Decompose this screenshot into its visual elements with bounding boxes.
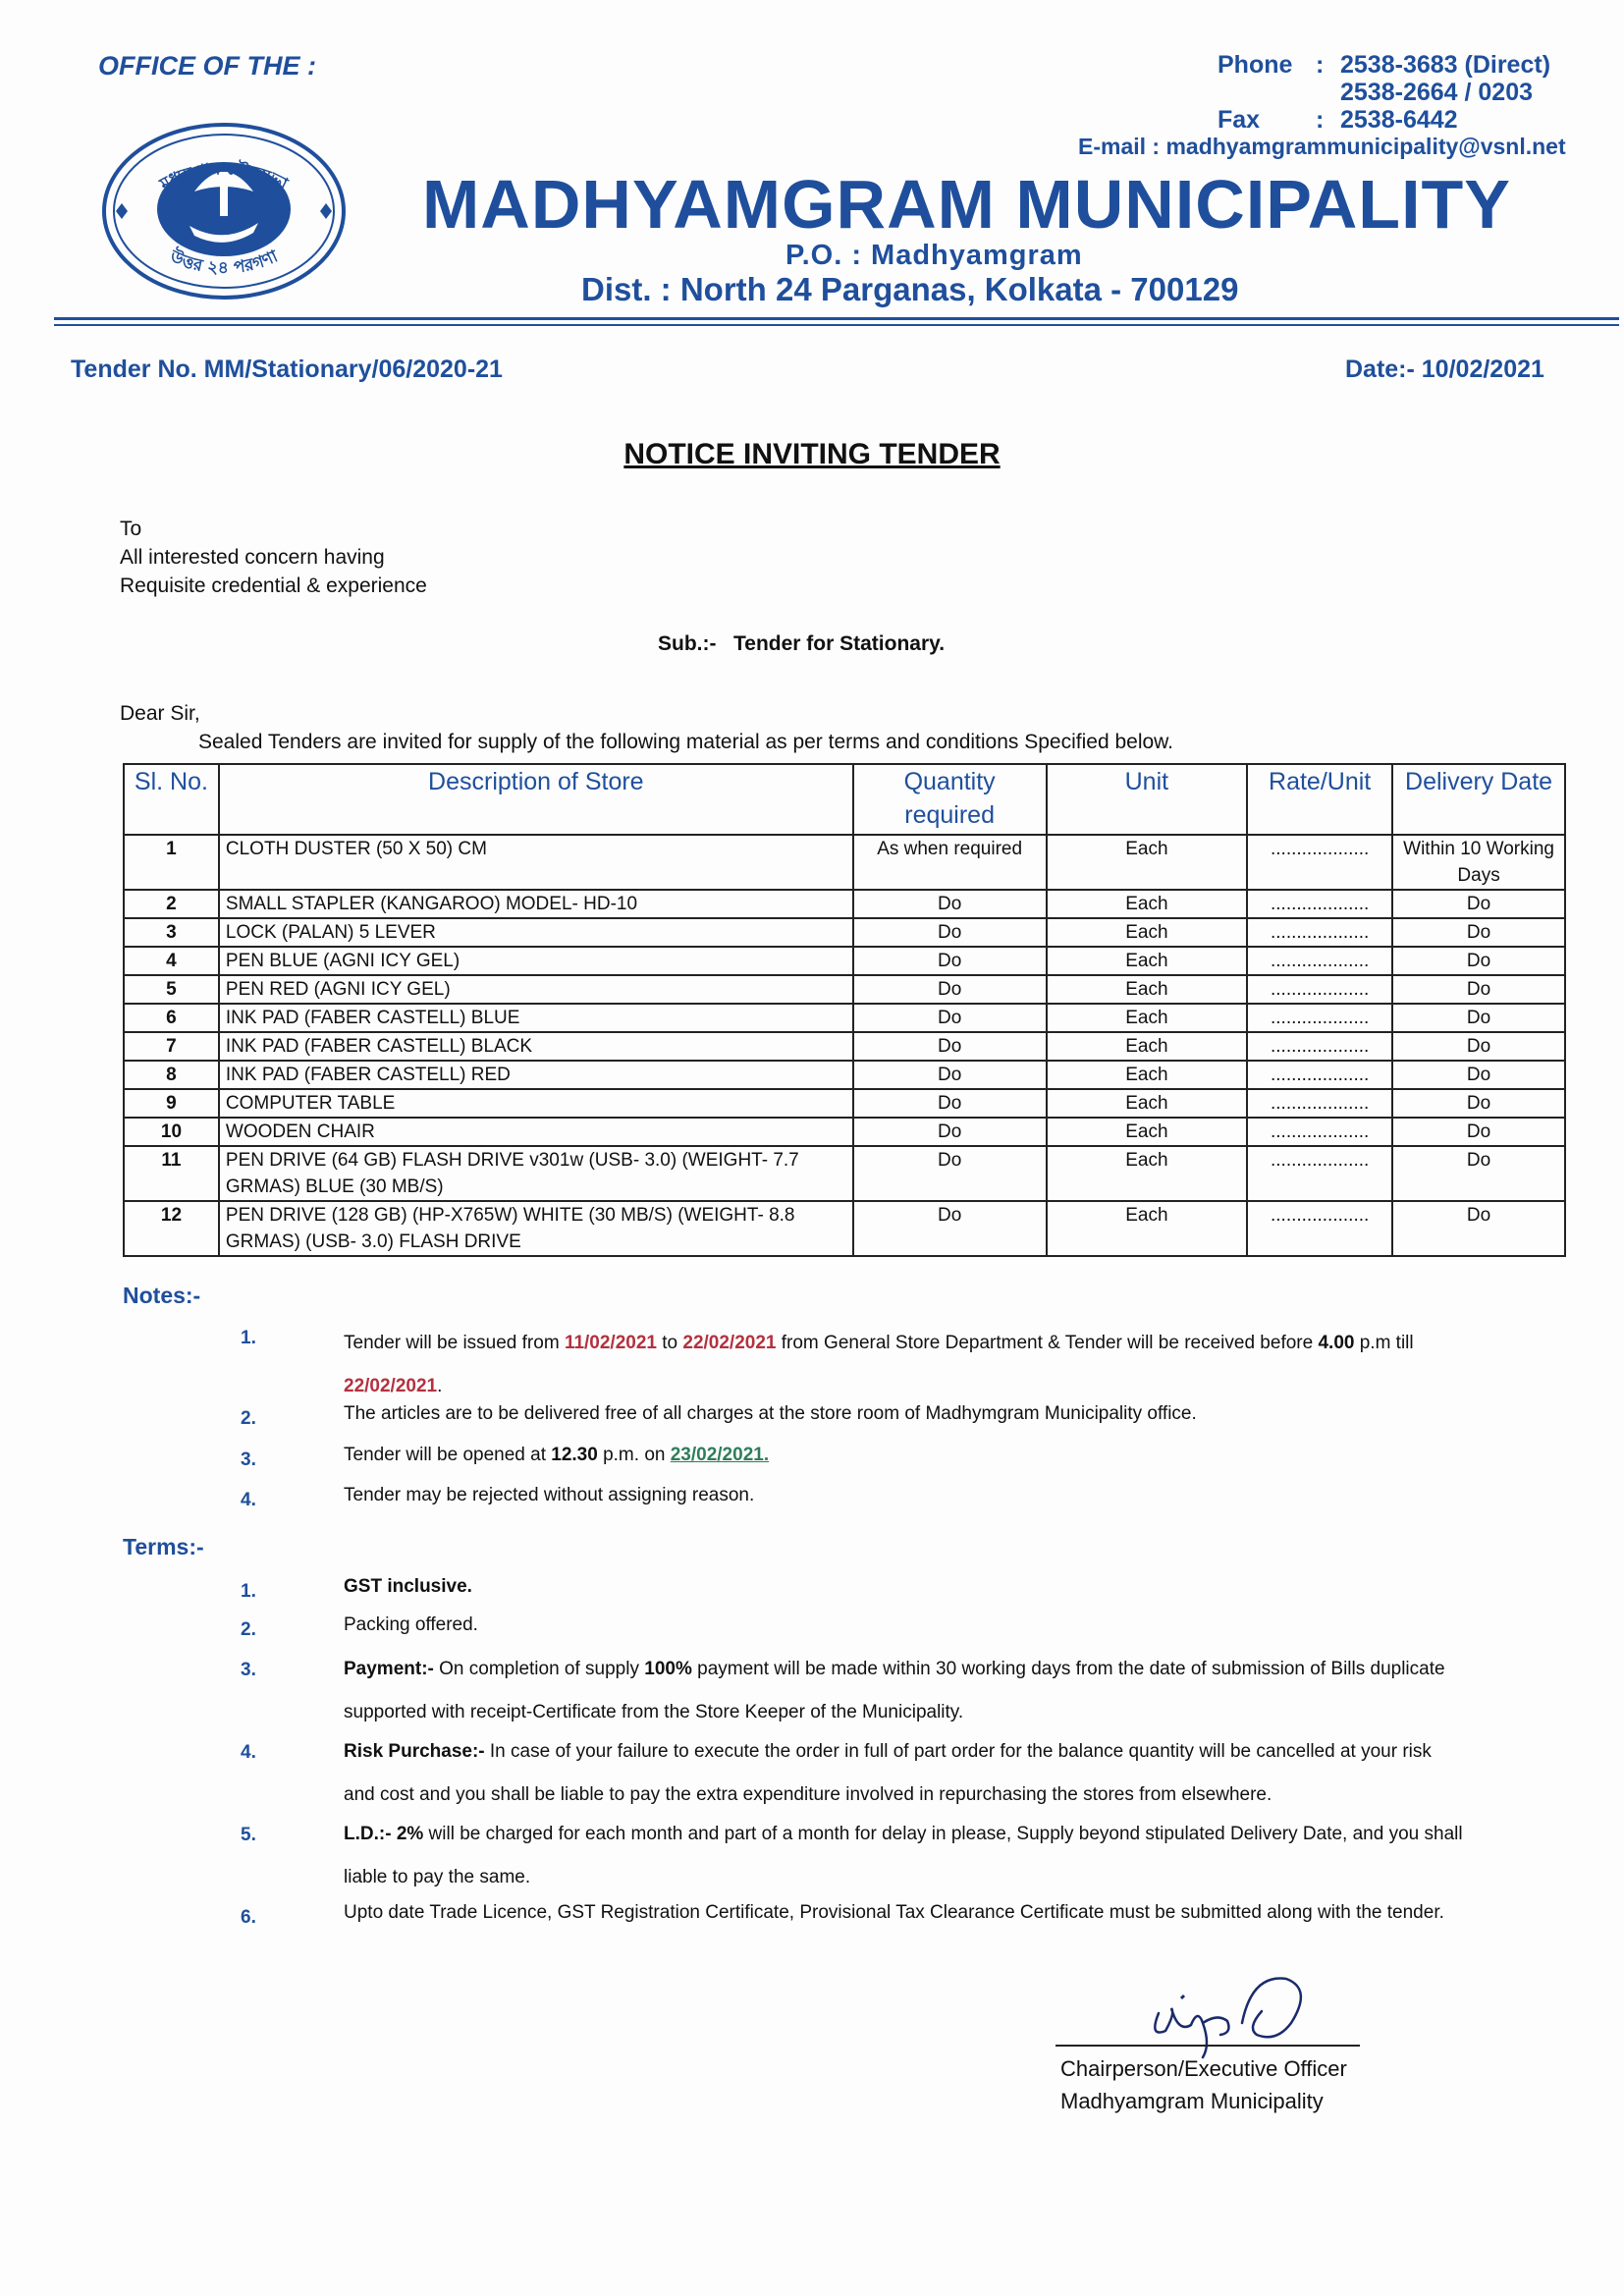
table-row xyxy=(124,890,1565,918)
note-text: to xyxy=(656,1333,683,1353)
table-row xyxy=(124,1032,1565,1061)
cell-sl: 2 xyxy=(124,890,219,918)
term-text: will be charged for each month and part of a month for delay in please, Supply beyond stipulated Delivery Date, and you shall xyxy=(423,1824,1463,1844)
cell-quantity: Do xyxy=(853,1201,1047,1256)
intro-text: Sealed Tenders are invited for supply of the following material as per terms and conditions Specified below. xyxy=(198,731,1174,753)
fax-label: Fax xyxy=(1218,106,1261,134)
note-number: 2. xyxy=(241,1408,256,1429)
term-text: and cost and you shall be liable to pay the extra expenditure involved in repurchasing the stores from elsewhere. xyxy=(344,1784,1272,1805)
note-time: 12.30 xyxy=(551,1445,598,1465)
cell-sl: 7 xyxy=(124,1032,219,1061)
cell-description: LOCK (PALAN) 5 LEVER xyxy=(219,918,853,947)
cell-delivery: Do xyxy=(1392,1146,1565,1201)
cell-quantity: As when required xyxy=(853,835,1047,890)
recipient-block xyxy=(120,515,427,600)
note-text: p.m. on xyxy=(597,1445,671,1465)
cell-description: INK PAD (FABER CASTELL) BLACK xyxy=(219,1032,853,1061)
fax-colon: : xyxy=(1316,106,1325,134)
note-text: Tender will be issued from xyxy=(344,1333,565,1353)
term-number: 6. xyxy=(241,1907,256,1928)
cell-delivery: Do xyxy=(1392,890,1565,918)
cell-rate: ................... xyxy=(1247,918,1392,947)
seal-text-bottom: উত্তর ২৪ পরগণা xyxy=(166,246,282,279)
subject-line xyxy=(658,632,945,656)
note-text: . xyxy=(437,1376,443,1396)
cell-sl: 1 xyxy=(124,835,219,890)
notice-date: Date:- 10/02/2021 xyxy=(1345,355,1544,383)
term-text: supported with receipt-Certificate from the Store Keeper of the Municipality. xyxy=(344,1702,964,1722)
table-row xyxy=(124,975,1565,1004)
table-row xyxy=(124,1089,1565,1118)
cell-unit: Each xyxy=(1047,975,1248,1004)
header-divider xyxy=(54,317,1619,320)
office-label: OFFICE OF THE : xyxy=(98,51,316,81)
cell-quantity: Do xyxy=(853,975,1047,1004)
cell-delivery: Do xyxy=(1392,1201,1565,1256)
cell-rate: ................... xyxy=(1247,1146,1392,1201)
district-address: Dist. : North 24 Parganas, Kolkata - 700129 xyxy=(581,271,1239,307)
table-row xyxy=(124,918,1565,947)
signatory-designation: Chairperson/Executive Officer xyxy=(1060,2056,1347,2081)
cell-delivery: Within 10 Working Days xyxy=(1392,835,1565,890)
cell-unit: Each xyxy=(1047,835,1248,890)
term-number: 3. xyxy=(241,1660,256,1680)
cell-quantity: Do xyxy=(853,1032,1047,1061)
note-number: 3. xyxy=(241,1449,256,1470)
cell-quantity: Do xyxy=(853,1146,1047,1201)
cell-delivery: Do xyxy=(1392,1004,1565,1032)
table-row xyxy=(124,1061,1565,1089)
cell-quantity: Do xyxy=(853,918,1047,947)
cell-unit: Each xyxy=(1047,918,1248,947)
cell-sl: 6 xyxy=(124,1004,219,1032)
term-percent: 100% xyxy=(644,1659,692,1679)
col-header-rate: Rate/Unit xyxy=(1247,764,1392,835)
col-header-unit: Unit xyxy=(1047,764,1248,835)
note-text: p.m till xyxy=(1354,1333,1414,1353)
phone-other: 2538-2664 / 0203 xyxy=(1340,79,1534,106)
cell-quantity: Do xyxy=(853,1061,1047,1089)
fax-number: 2538-6442 xyxy=(1340,106,1458,134)
cell-rate: ................... xyxy=(1247,1118,1392,1146)
cell-unit: Each xyxy=(1047,1201,1248,1256)
cell-description: WOODEN CHAIR xyxy=(219,1118,853,1146)
cell-unit: Each xyxy=(1047,1061,1248,1089)
subject-text: Tender for Stationary. xyxy=(733,632,946,655)
col-header-delivery: Delivery Date xyxy=(1392,764,1565,835)
table-row xyxy=(124,1201,1565,1256)
note-time: 4.00 xyxy=(1318,1333,1355,1353)
cell-description: CLOTH DUSTER (50 X 50) CM xyxy=(219,835,853,890)
table-row xyxy=(124,947,1565,975)
page-title xyxy=(0,438,1624,471)
term-item xyxy=(344,1813,1571,1899)
cell-rate: ................... xyxy=(1247,835,1392,890)
email-label: E-mail : xyxy=(1078,134,1161,159)
term-label: Payment:- xyxy=(344,1659,434,1679)
cell-unit: Each xyxy=(1047,1032,1248,1061)
cell-quantity: Do xyxy=(853,1089,1047,1118)
phone-colon: : xyxy=(1316,51,1325,79)
table-row xyxy=(124,1118,1565,1146)
email-line xyxy=(1078,134,1566,160)
cell-description: INK PAD (FABER CASTELL) RED xyxy=(219,1061,853,1089)
phone-label: Phone xyxy=(1218,51,1293,79)
note-text: Tender will be opened at xyxy=(344,1445,552,1465)
cell-description: COMPUTER TABLE xyxy=(219,1089,853,1118)
subject-label: Sub.:- xyxy=(658,632,717,655)
note-number: 1. xyxy=(241,1328,256,1348)
term-item xyxy=(344,1730,1571,1817)
signatory-organization: Madhyamgram Municipality xyxy=(1060,2089,1324,2113)
note-date: 22/02/2021 xyxy=(682,1333,777,1353)
cell-rate: ................... xyxy=(1247,890,1392,918)
cell-rate: ................... xyxy=(1247,1004,1392,1032)
cell-rate: ................... xyxy=(1247,947,1392,975)
table-header-row xyxy=(124,764,1565,835)
salutation-block xyxy=(120,699,1173,756)
note-date: 11/02/2021 xyxy=(564,1333,657,1353)
note-number: 4. xyxy=(241,1490,256,1510)
items-table xyxy=(123,763,1566,1257)
cell-sl: 3 xyxy=(124,918,219,947)
cell-rate: ................... xyxy=(1247,975,1392,1004)
cell-sl: 12 xyxy=(124,1201,219,1256)
recipient-to: To xyxy=(120,518,142,540)
cell-unit: Each xyxy=(1047,1118,1248,1146)
term-label: Risk Purchase:- xyxy=(344,1741,485,1762)
term-item: Packing offered. xyxy=(344,1614,478,1635)
table-row xyxy=(124,1146,1565,1201)
term-text: liable to pay the same. xyxy=(344,1867,531,1887)
cell-quantity: Do xyxy=(853,1118,1047,1146)
recipient-line-2: Requisite credential & experience xyxy=(120,574,427,597)
tender-number: Tender No. MM/Stationary/06/2020-21 xyxy=(71,355,503,383)
term-text: payment will be made within 30 working days from the date of submission of Bills duplicate xyxy=(691,1659,1445,1679)
table-row xyxy=(124,1004,1565,1032)
cell-delivery: Do xyxy=(1392,1061,1565,1089)
note-date: 22/02/2021 xyxy=(344,1376,438,1396)
fax-row xyxy=(1218,106,1591,134)
header-divider-thin xyxy=(54,324,1619,326)
cell-unit: Each xyxy=(1047,1146,1248,1201)
cell-quantity: Do xyxy=(853,947,1047,975)
terms-heading: Terms:- xyxy=(123,1534,204,1559)
term-text: On completion of supply xyxy=(433,1659,645,1679)
col-header-sl: Sl. No. xyxy=(124,764,219,835)
municipality-seal-icon xyxy=(96,113,352,300)
municipality-name: MADHYAMGRAM MUNICIPALITY xyxy=(422,166,1511,243)
cell-description: PEN DRIVE (64 GB) FLASH DRIVE v301w (USB- 3.0) (WEIGHT- 7.7 GRMAS) BLUE (30 MB/S) xyxy=(219,1146,853,1201)
term-number: 2. xyxy=(241,1619,256,1640)
cell-quantity: Do xyxy=(853,890,1047,918)
term-number: 5. xyxy=(241,1825,256,1845)
cell-description: PEN BLUE (AGNI ICY GEL) xyxy=(219,947,853,975)
cell-delivery: Do xyxy=(1392,947,1565,975)
table-row xyxy=(124,835,1565,890)
email-address: madhyamgrammunicipality@vsnl.net xyxy=(1165,134,1566,159)
term-item: GST inclusive. xyxy=(344,1576,472,1597)
seal-text-top: মধ্যমগ্রাম পৌরসভা xyxy=(156,158,291,195)
cell-rate: ................... xyxy=(1247,1061,1392,1089)
term-item: Upto date Trade Licence, GST Registration Certificate, Provisional Tax Clearance Certificate must be submitted along with the tender. xyxy=(344,1902,1444,1923)
term-text: In case of your failure to execute the order in full of part order for the balance quantity will be cancelled at your risk xyxy=(484,1741,1432,1762)
cell-delivery: Do xyxy=(1392,1118,1565,1146)
phone-direct: 2538-3683 (Direct) xyxy=(1340,51,1551,79)
cell-rate: ................... xyxy=(1247,1032,1392,1061)
signatory-block xyxy=(1060,2052,1347,2117)
note-item: The articles are to be delivered free of all charges at the store room of Madhymgram Municipality office. xyxy=(344,1403,1197,1424)
cell-sl: 9 xyxy=(124,1089,219,1118)
cell-sl: 10 xyxy=(124,1118,219,1146)
cell-sl: 5 xyxy=(124,975,219,1004)
cell-quantity: Do xyxy=(853,1004,1047,1032)
cell-description: INK PAD (FABER CASTELL) BLUE xyxy=(219,1004,853,1032)
col-header-quantity: Quantity required xyxy=(853,764,1047,835)
cell-description: SMALL STAPLER (KANGAROO) MODEL- HD-10 xyxy=(219,890,853,918)
post-office: P.O. : Madhyamgram xyxy=(785,240,1083,271)
cell-unit: Each xyxy=(1047,1089,1248,1118)
term-number: 1. xyxy=(241,1581,256,1602)
contact-block xyxy=(1218,51,1591,134)
cell-delivery: Do xyxy=(1392,1032,1565,1061)
cell-sl: 8 xyxy=(124,1061,219,1089)
cell-sl: 11 xyxy=(124,1146,219,1201)
cell-description: PEN RED (AGNI ICY GEL) xyxy=(219,975,853,1004)
cell-sl: 4 xyxy=(124,947,219,975)
cell-delivery: Do xyxy=(1392,975,1565,1004)
phone-row xyxy=(1218,51,1591,79)
notes-heading: Notes:- xyxy=(123,1283,201,1308)
recipient-line-1: All interested concern having xyxy=(120,546,385,569)
cell-description: PEN DRIVE (128 GB) (HP-X765W) WHITE (30 MB/S) (WEIGHT- 8.8 GRMAS) (USB- 3.0) FLASH DRIVE xyxy=(219,1201,853,1256)
cell-rate: ................... xyxy=(1247,1201,1392,1256)
cell-rate: ................... xyxy=(1247,1089,1392,1118)
note-item: Tender may be rejected without assigning reason. xyxy=(344,1485,755,1505)
col-header-description: Description of Store xyxy=(219,764,853,835)
page-title-text: NOTICE INVITING TENDER xyxy=(623,438,1001,470)
note-item xyxy=(344,1322,1561,1408)
cell-unit: Each xyxy=(1047,1004,1248,1032)
cell-delivery: Do xyxy=(1392,918,1565,947)
cell-unit: Each xyxy=(1047,890,1248,918)
note-text: from General Store Department & Tender will be received before xyxy=(776,1333,1319,1353)
note-item xyxy=(344,1443,1551,1468)
salutation: Dear Sir, xyxy=(120,702,200,725)
note-date: 23/02/2021. xyxy=(670,1445,770,1465)
phone-row-2 xyxy=(1218,79,1591,106)
cell-delivery: Do xyxy=(1392,1089,1565,1118)
term-number: 4. xyxy=(241,1742,256,1763)
term-label: L.D.:- 2% xyxy=(344,1824,424,1844)
cell-unit: Each xyxy=(1047,947,1248,975)
signature-line xyxy=(1056,2045,1360,2047)
term-item xyxy=(344,1648,1571,1734)
